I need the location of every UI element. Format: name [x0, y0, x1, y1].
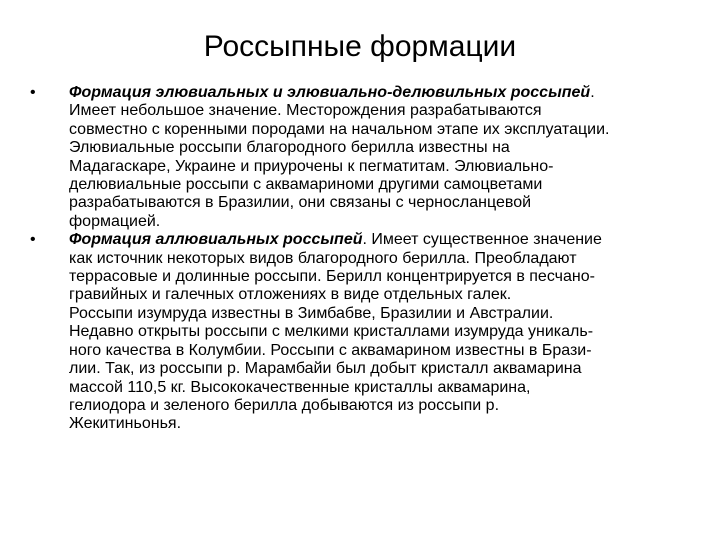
item-lead-text: Формация элювиальных и элювиально-делювильных россыпей [69, 84, 591, 101]
bullet-item-alluvial [30, 231, 690, 433]
text-line: делювиальные россыпи с аквамариноми другими самоцветами [69, 176, 543, 194]
text-line: Мадагаскаре, Украине и приурочены к пегматитам. Элювиально- [69, 157, 554, 175]
slide-body [30, 84, 690, 434]
item-first-line-rest: . Имеет существенное значение [362, 231, 602, 249]
item-heading-line [69, 231, 690, 249]
slide-title: Россыпные формации [203, 30, 517, 63]
text-line: Имеет небольшое значение. Месторождения разрабатываются [69, 102, 542, 120]
text-line: массой 110,5 кг. Высококачественные кристаллы аквамарина, [69, 378, 531, 396]
text-line: разрабатываются в Бразилии, они связаны с черносланцевой [69, 194, 532, 212]
text-line: Элювиальные россыпи благородного берилла известны на [69, 139, 510, 157]
text-line: гравийных и галечных отложениях в виде отдельных галек. [69, 286, 512, 304]
text-line: формацией. [69, 212, 161, 230]
text-line: ного качества в Колумбии. Россыпи с аквамарином известны в Брази- [69, 341, 592, 359]
text-line: Недавно открыты россыпи с мелкими кристаллами изумруда уникаль- [69, 323, 594, 341]
bullet-marker: • [30, 231, 36, 249]
text-line: Россыпи изумруда известны в Зимбабве, Бразилии и Австралии. [69, 304, 554, 322]
bullet-item-eluvial [30, 84, 690, 231]
item-lead-end: . [590, 84, 595, 101]
text-line: гелиодора и зеленого берилла добываются из россыпи р. [69, 396, 500, 414]
item-heading-line [69, 84, 690, 102]
text-line: террасовые и долинные россыпи. Берилл концентрируется в песчано- [69, 268, 595, 286]
text-line: лии. Так, из россыпи р. Марамбайи был добыт кристалл аквамарина [69, 360, 582, 378]
text-line: совместно с коренными породами на начальном этапе их эксплуатации. [69, 120, 610, 138]
text-line: как источник некоторых видов благородного берилла. Преобладают [69, 249, 577, 267]
text-line: Жекитиньонья. [69, 415, 182, 433]
item-lead-text: Формация аллювиальных россыпей [69, 231, 363, 249]
bullet-marker: • [30, 84, 36, 101]
